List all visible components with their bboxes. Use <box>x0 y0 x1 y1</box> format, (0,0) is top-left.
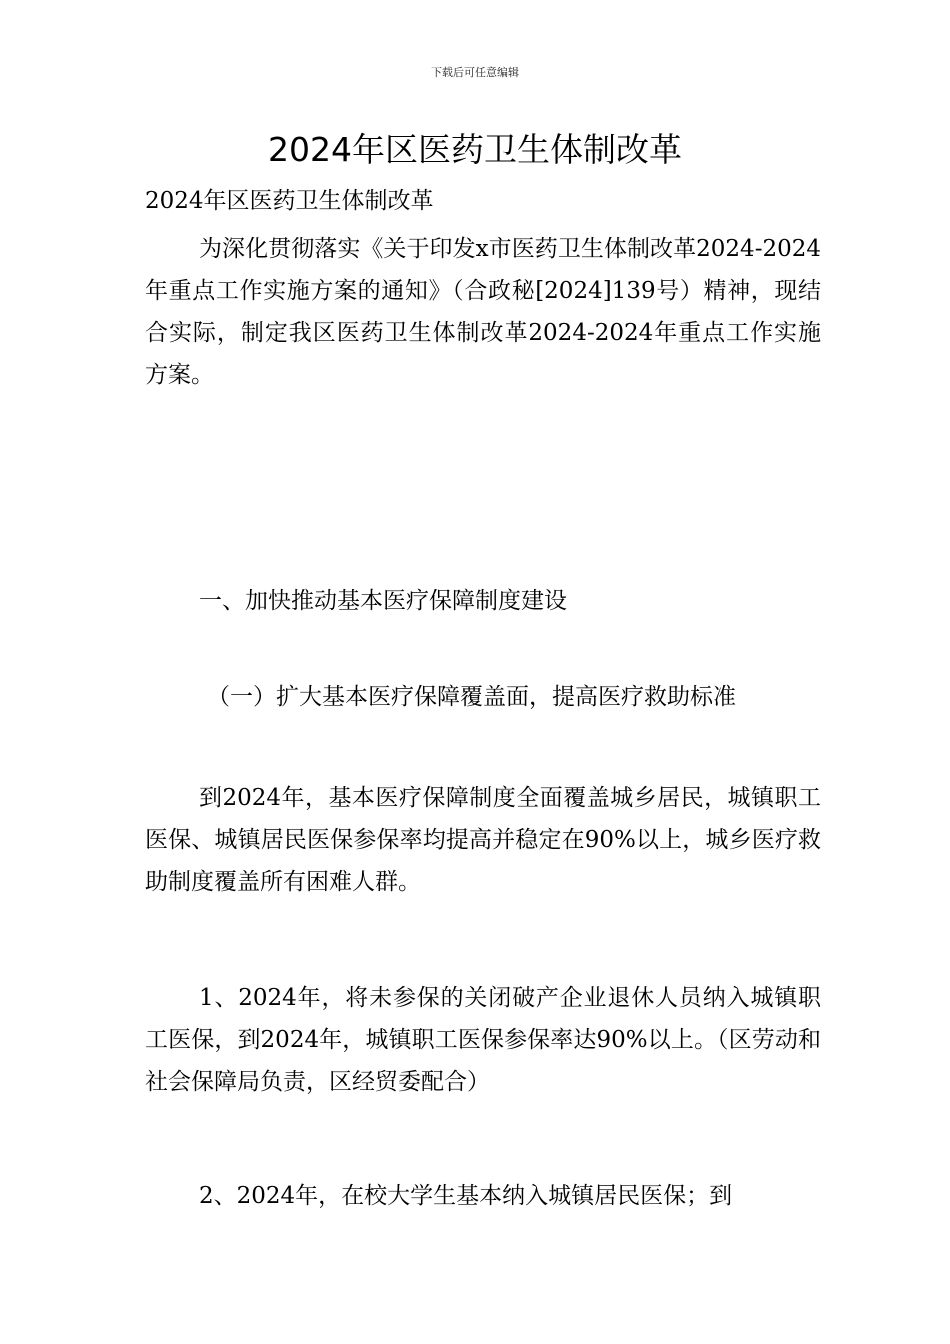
document-title: 2024年区医药卫生体制改革 <box>268 130 682 169</box>
list-item-1: 1、2024年，将未参保的关闭破产企业退休人员纳入城镇职工医保，到2024年，城镇职工医保参保率达90%以上。（区劳动和社会保障局负责，区经贸委配合） <box>145 985 821 1095</box>
page-header-note: 下载后可任意编辑 <box>431 66 519 79</box>
list-item-2: 2、2024年，在校大学生基本纳入城镇居民医保；到 <box>199 1183 733 1209</box>
body-paragraph: 到2024年，基本医疗保障制度全面覆盖城乡居民，城镇职工医保、城镇居民医保参保率均提高并稳定在90%以上，城乡医疗救助制度覆盖所有困难人群。 <box>145 785 821 895</box>
document-subtitle: 2024年区医药卫生体制改革 <box>145 188 434 214</box>
intro-paragraph: 为深化贯彻落实《关于印发x市医药卫生体制改革2024-2024年重点工作实施方案的通知》（合政秘[2024]139号）精神，现结合实际，制定我区医药卫生体制改革2024-2024年重点工作实施方案。 <box>145 236 821 388</box>
section-heading: 一、加快推动基本医疗保障制度建设 <box>199 588 567 614</box>
sub-section-heading: （一）扩大基本医疗保障覆盖面，提高医疗救助标准 <box>207 684 736 710</box>
